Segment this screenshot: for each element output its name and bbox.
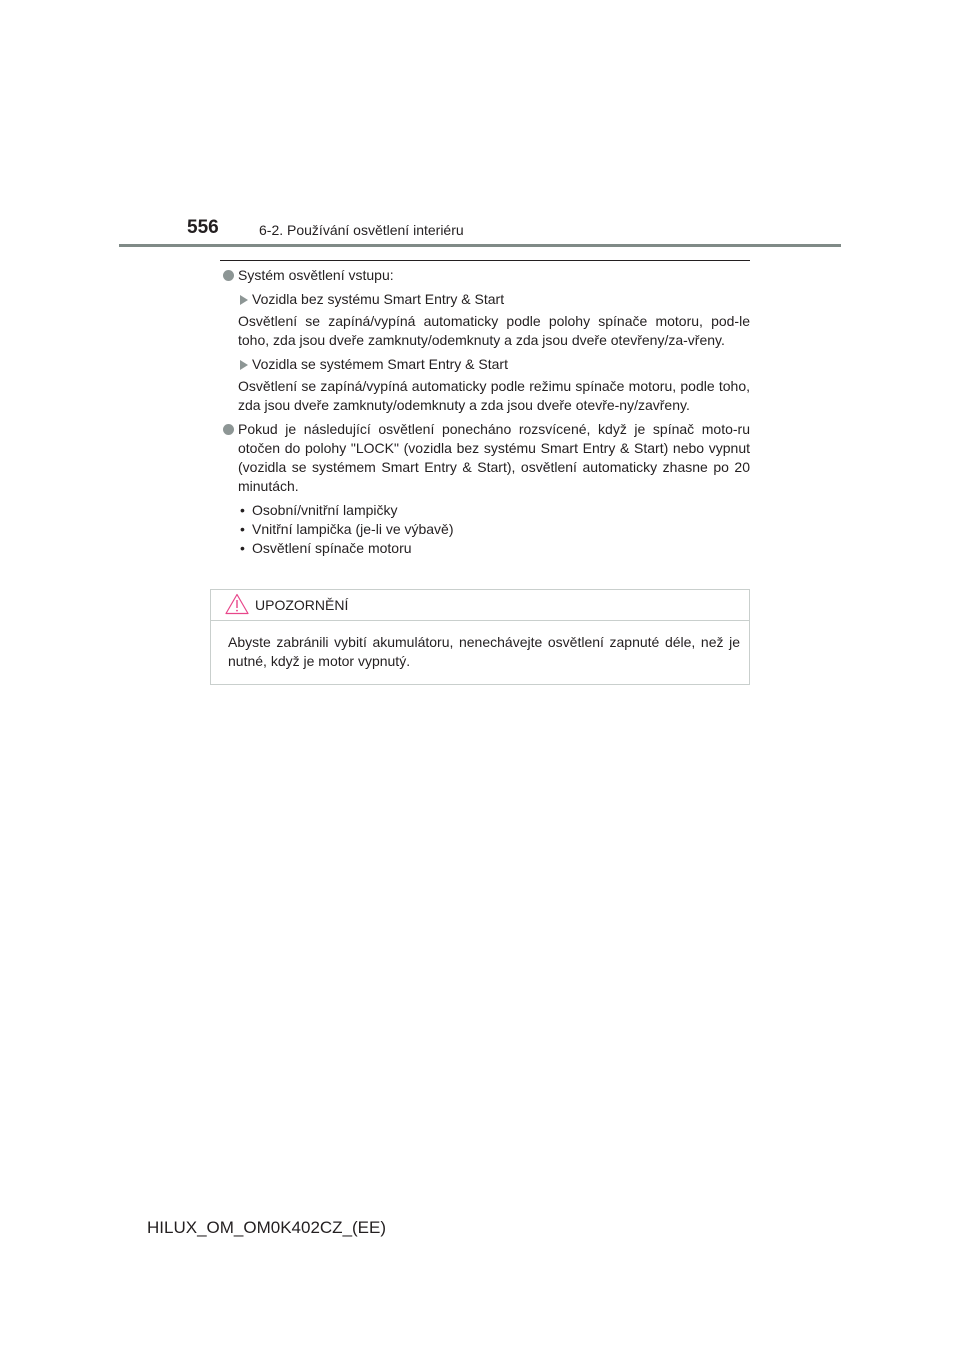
bullet-dot-icon <box>223 270 234 281</box>
header-divider <box>119 244 841 247</box>
caution-title: UPOZORNĚNÍ <box>255 597 349 613</box>
triangle-arrow-icon <box>240 295 248 305</box>
warning-triangle-icon <box>225 593 249 615</box>
paragraph-with-smart-entry: Osvětlení se zapíná/vypíná automaticky podle režimu spínače motoru, podle toho, zda jsou dveře zamknuty/odemknuty a zda jsou dveře otevře-ny/zavřeny. <box>238 378 750 413</box>
bullet-entry-lighting <box>222 266 750 285</box>
list-item-text: Osobní/vnitřní lampičky <box>252 502 398 518</box>
content-top-divider <box>220 260 750 261</box>
section-title: 6-2. Používání osvětlení interiéru <box>259 222 464 238</box>
light-list <box>222 501 750 558</box>
main-content <box>222 266 750 558</box>
subheading-text: Vozidla bez systému Smart Entry & Start <box>252 291 505 307</box>
triangle-arrow-icon <box>240 360 248 370</box>
bullet-auto-off <box>222 420 750 496</box>
page-header <box>187 214 787 244</box>
page-number: 556 <box>187 217 219 238</box>
list-item: • Osobní/vnitřní lampičky <box>240 502 398 518</box>
list-item-text: Vnitřní lampička (je-li ve výbavě) <box>252 521 454 537</box>
subheading-with-smart-entry <box>222 355 750 374</box>
list-item-text: Osvětlení spínače motoru <box>252 540 412 556</box>
bullet-dot-icon <box>223 424 234 435</box>
subheading-text: Vozidla se systémem Smart Entry & Start <box>252 356 508 372</box>
bullet-heading: Systém osvětlení vstupu: <box>238 267 394 283</box>
caution-box <box>210 589 750 685</box>
caution-header <box>211 590 749 621</box>
footer-code: HILUX_OM_OM0K402CZ_(EE) <box>147 1218 387 1237</box>
auto-off-paragraph: Pokud je následující osvětlení ponecháno rozsvícené, když je spínač moto-ru otočen do polohy "LOCK" (vozidla bez systému Smart Entry & Start) nebo vypnut (vozidla se systémem Smart Entry & Start), osvětlení automaticky zhasne po 20 minutách. <box>238 421 750 494</box>
paragraph-without-smart-entry: Osvětlení se zapíná/vypíná automaticky podle polohy spínače motoru, pod-le toho, zda jsou dveře zamknuty/odemknuty a zda jsou dveře otevřeny/za-vřeny. <box>238 313 750 348</box>
caution-text: Abyste zabránili vybití akumulátoru, nenechávejte osvětlení zapnuté déle, než je nutné, když je motor vypnutý. <box>228 634 740 669</box>
subheading-without-smart-entry <box>222 290 750 309</box>
list-item: • Osvětlení spínače motoru <box>240 540 412 556</box>
list-item: • Vnitřní lampička (je-li ve výbavě) <box>240 521 454 537</box>
